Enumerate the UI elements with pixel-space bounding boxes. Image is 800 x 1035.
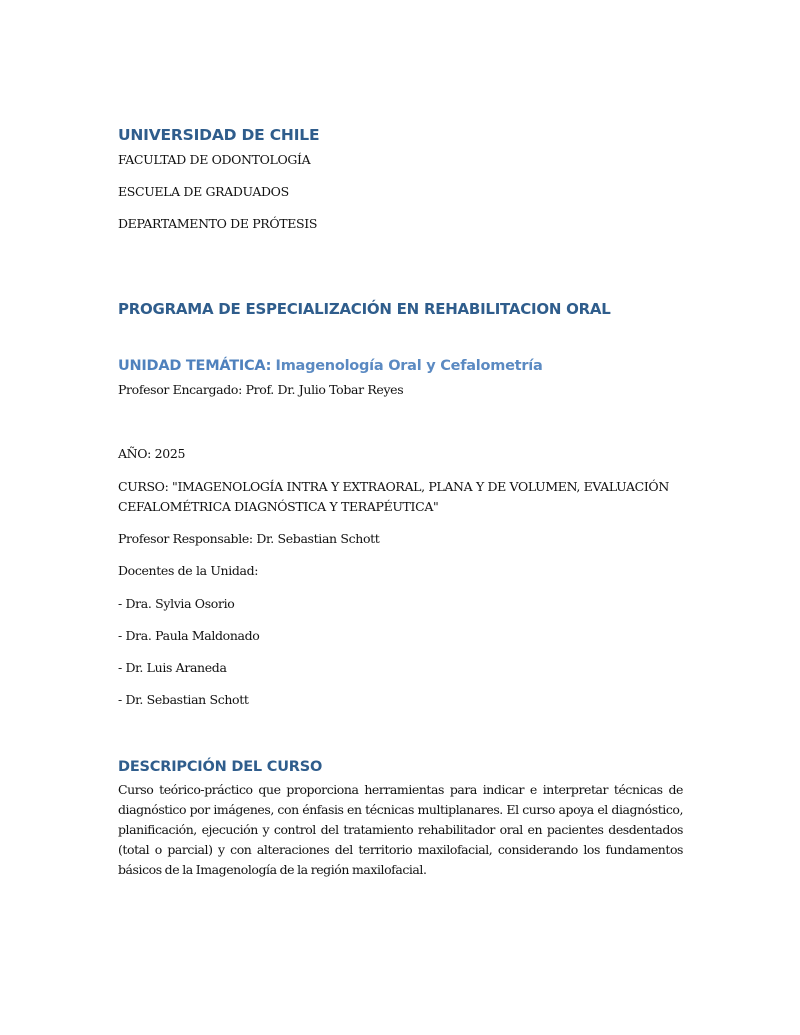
course-year: AÑO: 2025 bbox=[118, 446, 186, 461]
responsible-professor: Profesor Responsable: Dr. Sebastian Schott bbox=[118, 531, 380, 546]
school-line: ESCUELA DE GRADUADOS bbox=[118, 184, 289, 199]
unit-heading bbox=[118, 358, 543, 374]
description-body: Curso teórico-práctico que proporciona herramientas para indicar e interpretar técnicas de diagnóstico por imágenes, con énfasis en técnicas multiplanares. El curso apoya el diagnóstico, planificación, ejecución y control del tratamiento rehabilitador oral en pacientes desdentados (total o parcial) y con alteraciones del territorio maxilofacial, considerando los fundamentos básicos de la Imagenología de la región maxilofacial. bbox=[118, 782, 683, 877]
teacher-item: - Dra. Sylvia Osorio bbox=[118, 596, 235, 611]
professor-in-charge: Profesor Encargado: Prof. Dr. Julio Tobar Reyes bbox=[118, 382, 404, 397]
program-title: PROGRAMA DE ESPECIALIZACIÓN EN REHABILITACION ORAL bbox=[118, 300, 611, 318]
faculty-line: FACULTAD DE ODONTOLOGÍA bbox=[118, 152, 311, 167]
unit-name: Imagenología Oral y Cefalometría bbox=[275, 358, 543, 374]
unit-label: UNIDAD TEMÁTICA: bbox=[118, 358, 272, 374]
description-heading: DESCRIPCIÓN DEL CURSO bbox=[118, 759, 323, 775]
department-line: DEPARTAMENTO DE PRÓTESIS bbox=[118, 216, 318, 231]
teacher-item: - Dra. Paula Maldonado bbox=[118, 628, 260, 643]
course-title-line-2: CEFALOMÉTRICA DIAGNÓSTICA Y TERAPÉUTICA" bbox=[118, 499, 439, 514]
teachers-label: Docentes de la Unidad: bbox=[118, 563, 259, 578]
course-title-line-1: CURSO: "IMAGENOLOGÍA INTRA Y EXTRAORAL, PLANA Y DE VOLUMEN, EVALUACIÓN bbox=[118, 479, 669, 494]
university-title: UNIVERSIDAD DE CHILE bbox=[118, 126, 320, 144]
teacher-item: - Dr. Luis Araneda bbox=[118, 660, 227, 675]
teacher-item: - Dr. Sebastian Schott bbox=[118, 692, 249, 707]
